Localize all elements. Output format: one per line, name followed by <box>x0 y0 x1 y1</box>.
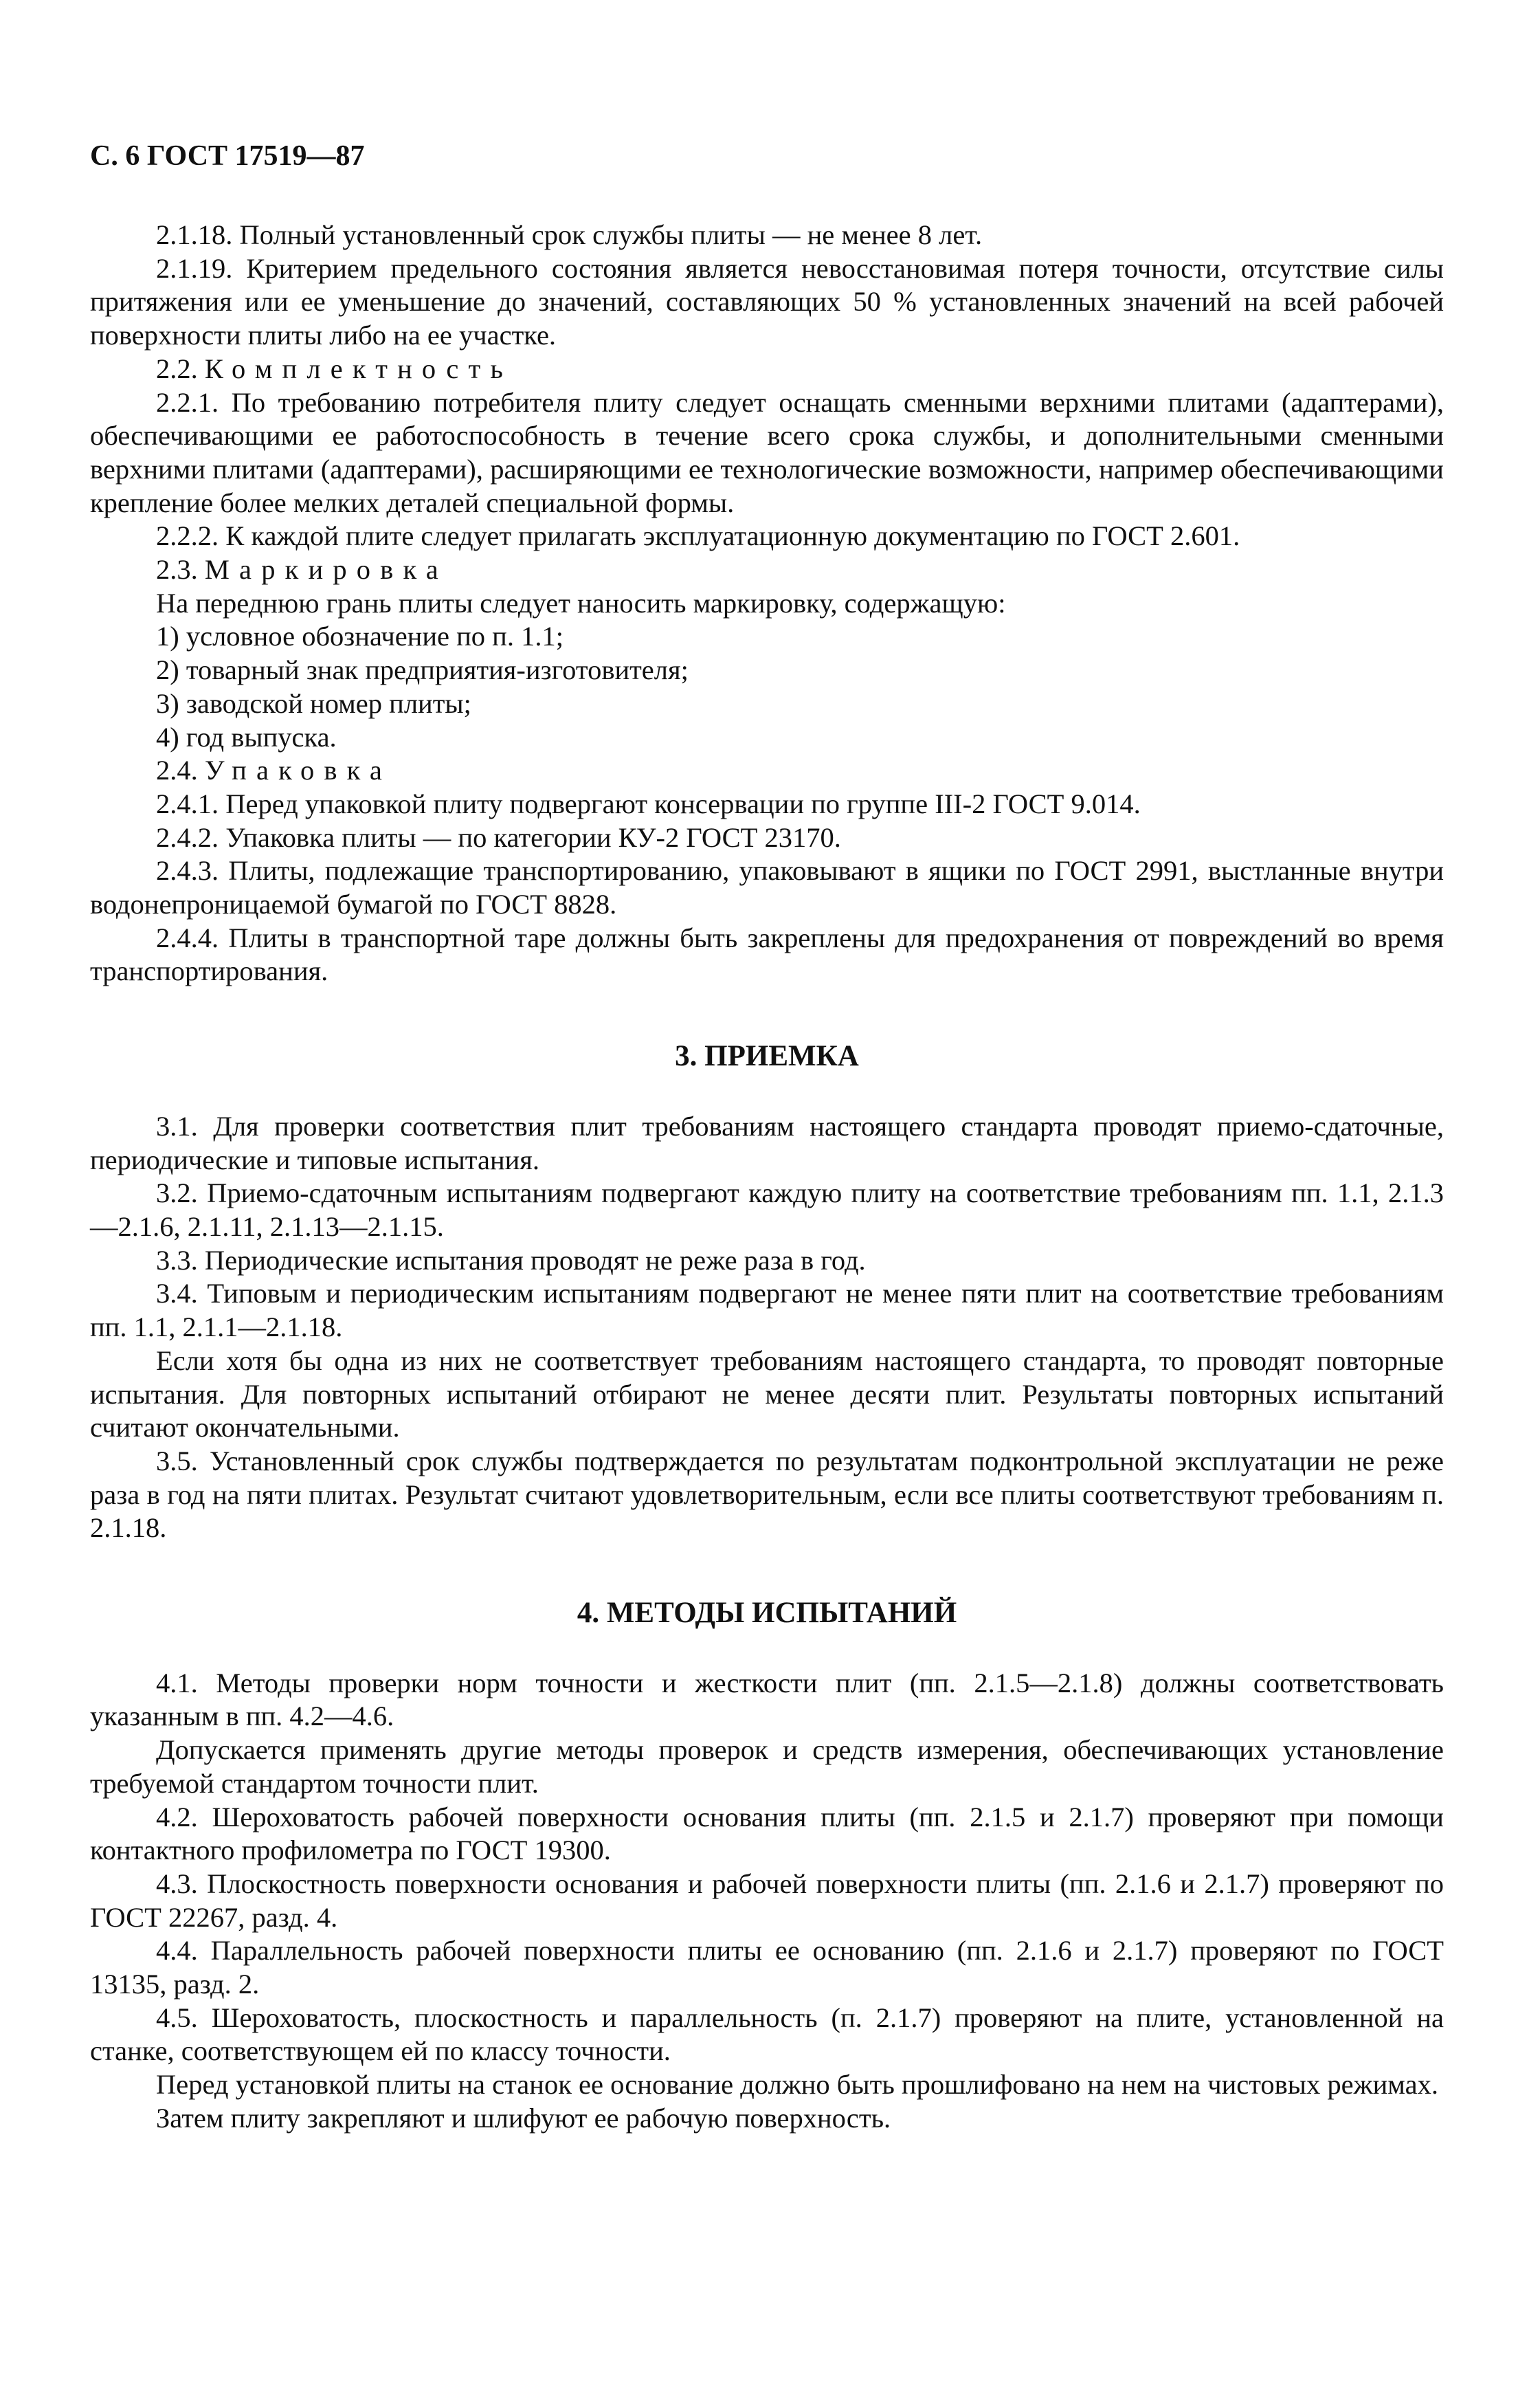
clause-2-4-1: 2.4.1. Перед упаковкой плиту подвергают консервации по группе III-2 ГОСТ 9.014. <box>156 788 1141 819</box>
subsection-title: Комплектность <box>204 353 513 384</box>
section-4-title: 4. МЕТОДЫ ИСПЫТАНИЙ <box>577 1597 957 1630</box>
page-header: С. 6 ГОСТ 17519—87 <box>90 140 365 172</box>
clause-4-3: 4.3. Плоскостность поверхности основания и рабочей поверхности плиты (пп. 2.1.6 и 2.1.7) проверяют по ГОСТ 22267, разд. 4. <box>90 1868 1444 1933</box>
clause-4-5-final: Затем плиту закрепляют и шлифуют ее рабочую поверхность. <box>156 2102 891 2134</box>
subsection-number: 2.2. <box>156 353 198 384</box>
section-3-title: 3. ПРИЕМКА <box>675 1040 859 1073</box>
clause-3-3: 3.3. Периодические испытания проводят не реже раза в год. <box>156 1244 866 1276</box>
subsection-number: 2.3. <box>156 554 198 586</box>
clause-4-2: 4.2. Шероховатость рабочей поверхности основания плиты (пп. 2.1.5 и 2.1.7) проверяют при помощи контактного профилометра по ГОСТ 19300. <box>90 1801 1444 1866</box>
subsection-2-4-heading <box>90 754 1444 788</box>
clause-2-4-4: 2.4.4. Плиты в транспортной таре должны быть закреплены для предохранения от повреждений во время транспортирования. <box>90 922 1444 987</box>
subsection-title: Маркировка <box>204 554 448 586</box>
subsection-title: Упаковка <box>204 755 392 786</box>
clause-3-1: 3.1. Для проверки соответствия плит требованиям настоящего стандарта проводят приемо-сдаточные, периодические и типовые испытания. <box>90 1110 1444 1175</box>
clause-4-5: 4.5. Шероховатость, плоскостность и параллельность (п. 2.1.7) проверяют на плите, установленной на станке, соответствующем ей по классу точности. <box>90 2002 1444 2067</box>
clause-3-2: 3.2. Приемо-сдаточным испытаниям подвергают каждую плиту на соответствие требованиям пп. 1.1, 2.1.3—2.1.6, 2.1.11, 2.1.13—2.1.15. <box>90 1177 1444 1242</box>
document-body <box>90 219 1444 2136</box>
clause-2-2-1: 2.2.1. По требованию потребителя плиту следует оснащать сменными верхними плитами (адаптерами), обеспечивающими ее работоспособность в течение всего срока службы, и дополнительными сменными верхними плитами (адаптерами), расширяющими ее технологические возможности, например обеспечивающими крепление более мелких деталей специальной формы. <box>90 386 1444 518</box>
marking-intro: На переднюю грань плиты следует наносить маркировку, содержащую: <box>156 587 1006 619</box>
clause-4-4: 4.4. Параллельность рабочей поверхности плиты ее основанию (пп. 2.1.6 и 2.1.7) проверяют по ГОСТ 13135, разд. 2. <box>90 1935 1444 2000</box>
list-item: 4) год выпуска. <box>156 721 337 753</box>
list-item: 2) товарный знак предприятия-изготовителя; <box>156 654 689 686</box>
subsection-2-3-heading <box>90 553 1444 587</box>
clause-2-1-18: 2.1.18. Полный установленный срок службы плиты — не менее 8 лет. <box>156 219 983 250</box>
clause-2-1-19: 2.1.19. Критерием предельного состояния является невосстановимая потеря точности, отсутствие силы притяжения или ее уменьшение до значений, составляющих 50 % установленных значений на всей рабочей поверхности плиты либо на ее участке. <box>90 252 1444 351</box>
clause-3-4: 3.4. Типовым и периодическим испытаниям подвергают не менее пяти плит на соответствие требованиям пп. 1.1, 2.1.1—2.1.18. <box>90 1278 1444 1343</box>
list-item: 3) заводской номер плиты; <box>156 687 471 719</box>
clause-4-1-cont: Допускается применять другие методы проверок и средств измерения, обеспечивающих установление требуемой стандартом точности плит. <box>90 1734 1444 1799</box>
list-item: 1) условное обозначение по п. 1.1; <box>156 621 563 652</box>
clause-4-5-cont: Перед установкой плиты на станок ее основание должно быть прошлифовано на нем на чистовых режимах. <box>156 2069 1438 2101</box>
subsection-number: 2.4. <box>156 755 198 786</box>
clause-3-5: 3.5. Установленный срок службы подтверждается по результатам подконтрольной эксплуатации не реже раза в год на пяти плитах. Результат считают удовлетворительным, если все плиты соответствуют требованиям п. 2.1.18. <box>90 1445 1444 1544</box>
clause-4-1: 4.1. Методы проверки норм точности и жесткости плит (пп. 2.1.5—2.1.8) должны соответствовать указанным в пп. 4.2—4.6. <box>90 1667 1444 1732</box>
clause-2-4-3: 2.4.3. Плиты, подлежащие транспортированию, упаковывают в ящики по ГОСТ 2991, выстланные внутри водонепроницаемой бумагой по ГОСТ 8828. <box>90 855 1444 920</box>
subsection-2-2-heading <box>90 353 1444 386</box>
clause-2-4-2: 2.4.2. Упаковка плиты — по категории КУ-2 ГОСТ 23170. <box>156 821 841 853</box>
clause-2-2-2: 2.2.2. К каждой плите следует прилагать эксплуатационную документацию по ГОСТ 2.601. <box>156 520 1240 552</box>
clause-3-4-cont: Если хотя бы одна из них не соответствует требованиям настоящего стандарта, то проводят повторные испытания. Для повторных испытаний отбирают не менее десяти плит. Результаты повторных испытаний считают окончательными. <box>90 1344 1444 1443</box>
